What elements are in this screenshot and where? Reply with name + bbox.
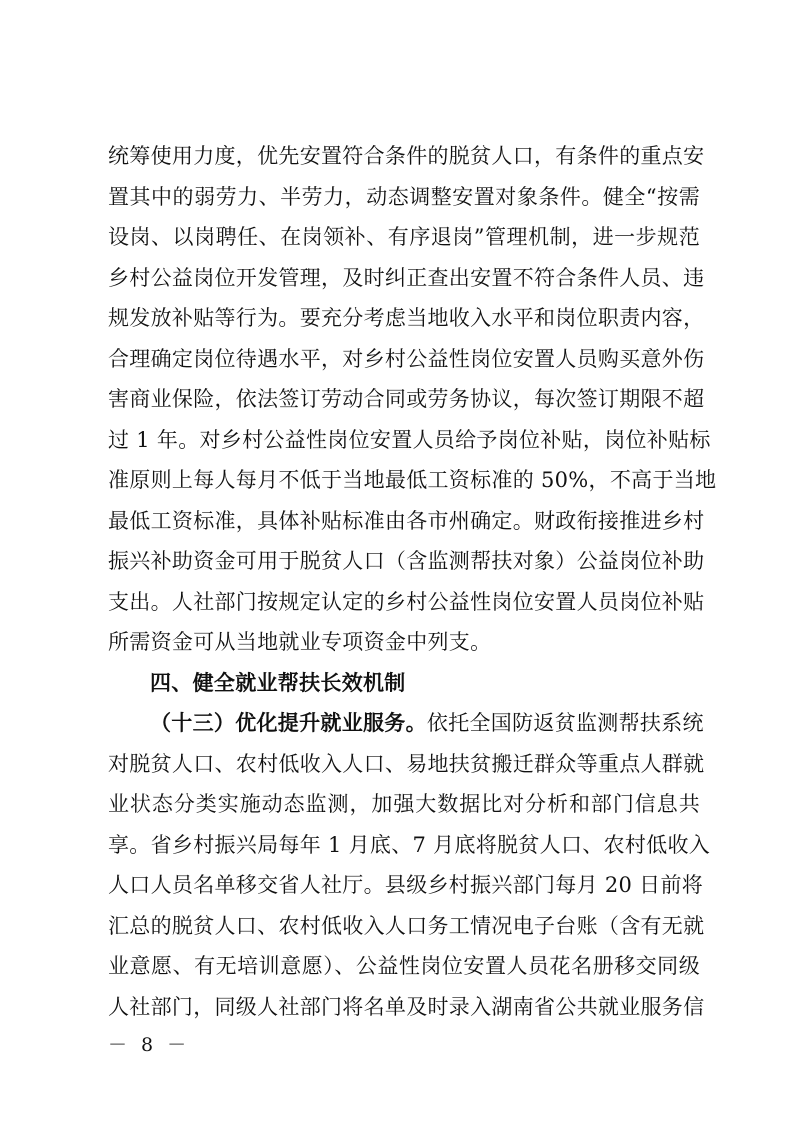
text-line: 准原则上每人每月不低于当地最低工资标准的 50%，不高于当地 bbox=[108, 468, 717, 492]
text-line: 设岗、以岗聘任、在岗领补、有序退岗”管理机制，进一步规范 bbox=[108, 225, 700, 249]
text-line: 人口人员名单移交省人社厅。县级乡村振兴部门每月 20 日前将 bbox=[108, 873, 704, 897]
text-line: 业状态分类实施动态监测，加强大数据比对分析和部门信息共 bbox=[108, 792, 700, 816]
text-line: 置其中的弱劳力、半劳力，动态调整安置对象条件。健全“按需 bbox=[108, 184, 700, 209]
paragraph-public-welfare-posts bbox=[108, 136, 717, 1027]
text-line: 最低工资标准，具体补贴标准由各市州确定。财政衔接推进乡村 bbox=[108, 508, 705, 533]
text-line: 过 1 年。对乡村公益性岗位安置人员给予岗位补贴，岗位补贴标 bbox=[108, 427, 711, 452]
text-line: 统筹使用力度，优先安置符合条件的脱贫人口，有条件的重点安 bbox=[108, 144, 705, 168]
text-line: 支出。人社部门按规定认定的乡村公益性岗位安置人员岗位补贴 bbox=[108, 589, 705, 614]
text-line: 乡村公益岗位开发管理，及时纠正查出安置不符合条件人员、违 bbox=[108, 265, 705, 290]
text-line-first bbox=[108, 703, 704, 744]
page-number: － 8 － bbox=[108, 1034, 191, 1056]
text-line: 享。省乡村振兴局每年 1 月底、7 月底将脱贫人口、农村低收入 bbox=[108, 832, 711, 857]
text-line: 振兴补助资金可用于脱贫人口（含监测帮扶对象）公益岗位补助 bbox=[108, 549, 705, 573]
text-line: 汇总的脱贫人口、农村低收入人口务工情况电子台账（含有无就 bbox=[108, 913, 705, 938]
text-line: 规发放补贴等行为。要充分考虑当地收入水平和岗位职责内容， bbox=[108, 306, 705, 330]
text-line: 对脱贫人口、农村低收入人口、易地扶贫搬迁群众等重点人群就 bbox=[108, 751, 705, 776]
text-line: 害商业保险，依法签订劳动合同或劳务协议，每次签订期限不超 bbox=[108, 387, 705, 411]
text-line: 合理确定岗位待遇水平，对乡村公益性岗位安置人员购买意外伤 bbox=[108, 346, 705, 371]
subsection-title: （十三）优化提升就业服务。 bbox=[150, 711, 427, 735]
text-line: 业意愿、有无培训意愿）、公益性岗位安置人员花名册移交同级 bbox=[108, 954, 700, 978]
text-line: 所需资金可从当地就业专项资金中列支。 bbox=[108, 630, 492, 654]
text-run: 依托全国防返贫监测帮扶系统 bbox=[426, 711, 704, 735]
section-heading: 四、健全就业帮扶长效机制 bbox=[150, 670, 406, 695]
text-line: 人社部门，同级人社部门将名单及时录入湖南省公共就业服务信 bbox=[108, 994, 705, 1019]
